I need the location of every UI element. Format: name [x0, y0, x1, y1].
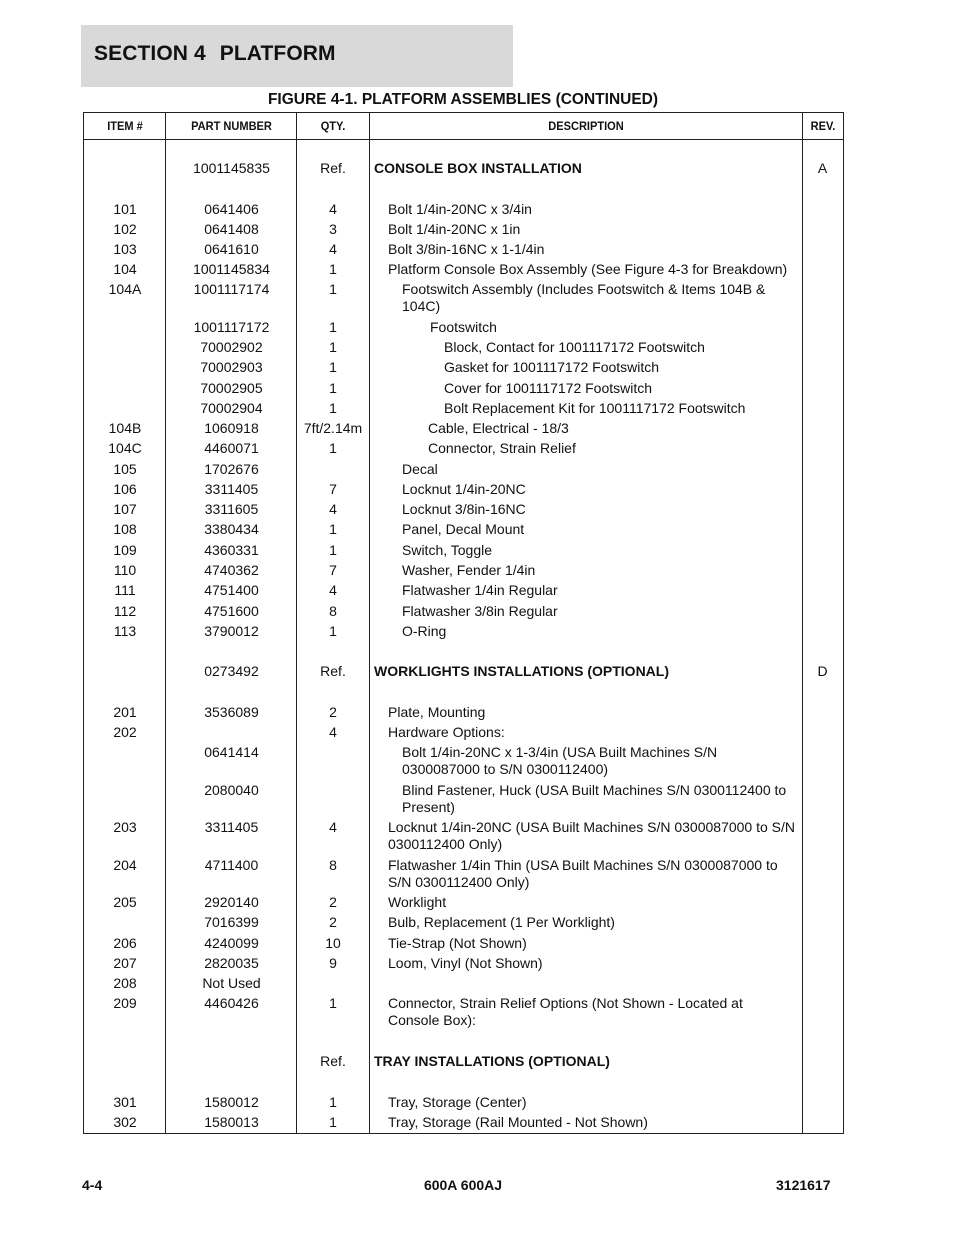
quantity: 4 [329, 241, 337, 257]
part-number: 0641406 [204, 201, 259, 217]
description: Tray, Storage (Rail Mounted - Not Shown) [388, 1114, 648, 1130]
item-number: 101 [113, 201, 137, 217]
description: Cover for 1001117172 Footswitch [444, 380, 653, 396]
quantity: 1 [329, 1114, 337, 1130]
item-number: 104B [108, 420, 142, 436]
part-number: 1580013 [204, 1114, 259, 1130]
quantity: Ref. [320, 160, 346, 176]
quantity: 9 [329, 955, 337, 971]
quantity: 1 [329, 380, 337, 396]
description: WORKLIGHTS INSTALLATIONS (OPTIONAL) [374, 663, 670, 679]
quantity: 4 [329, 501, 337, 517]
quantity: 1 [329, 339, 337, 355]
figure-title: FIGURE 4-1. PLATFORM ASSEMBLIES (CONTINUED) [267, 91, 659, 108]
description: Worklight [388, 894, 447, 910]
quantity: 7 [329, 562, 337, 578]
quantity: 3 [329, 221, 337, 237]
item-number: 201 [113, 704, 137, 720]
part-number: 4751400 [204, 582, 259, 598]
description: Block, Contact for 1001117172 Footswitch [444, 339, 705, 355]
quantity: 4 [329, 582, 337, 598]
part-number: 3311405 [204, 819, 259, 835]
description: O-Ring [402, 623, 447, 639]
item-number: 206 [113, 935, 137, 951]
description: Connector, Strain Relief [428, 440, 576, 456]
description: Switch, Toggle [402, 542, 493, 558]
item-number: 204 [113, 857, 137, 873]
quantity: 8 [329, 857, 337, 873]
part-number: 3311405 [204, 481, 259, 497]
item-number: 207 [113, 955, 137, 971]
part-number: 70002904 [200, 400, 263, 416]
parts-table [83, 112, 844, 1134]
part-number: 1001117174 [193, 281, 270, 297]
quantity: 1 [329, 521, 337, 537]
description: Platform Console Box Assembly (See Figure 4-3 for Breakdown) [388, 261, 788, 277]
item-number: 108 [113, 521, 137, 537]
item-number: 106 [113, 481, 137, 497]
item-number: 112 [113, 603, 137, 619]
item-number: 301 [113, 1094, 137, 1110]
column-divider [802, 113, 803, 1133]
description: Tray, Storage (Center) [388, 1094, 527, 1110]
part-number: 4711400 [204, 857, 259, 873]
quantity: 1 [329, 359, 337, 375]
revision: A [817, 160, 828, 176]
quantity: 1 [329, 400, 337, 416]
part-number: 70002902 [200, 339, 263, 355]
quantity: 4 [329, 819, 337, 835]
description: Flatwasher 1/4in Regular [402, 582, 558, 598]
section-name: PLATFORM [219, 42, 336, 65]
quantity: 2 [329, 914, 337, 930]
item-number: 205 [113, 894, 137, 910]
description: Decal [402, 461, 438, 477]
item-number: 104C [108, 440, 142, 456]
quantity: 1 [329, 623, 337, 639]
part-number: 4751600 [204, 603, 259, 619]
description: Locknut 1/4in-20NC (USA Built Machines S/N 0300087000 to S/N 0300112400 Only) [388, 819, 796, 852]
description: Washer, Fender 1/4in [402, 562, 536, 578]
description: Locknut 1/4in-20NC [402, 481, 526, 497]
item-number: 302 [113, 1114, 137, 1130]
description: Bolt 1/4in-20NC x 1-3/4in (USA Built Machines S/N 0300087000 to S/N 0300112400) [402, 744, 718, 777]
item-number: 107 [113, 501, 137, 517]
part-number: 1060918 [204, 420, 259, 436]
part-number: 1580012 [204, 1094, 259, 1110]
description: Cable, Electrical - 18/3 [428, 420, 569, 436]
description: Panel, Decal Mount [402, 521, 525, 537]
part-number: 70002903 [200, 359, 263, 375]
description: Footswitch Assembly (Includes Footswitch & Items 104B & 104C) [402, 281, 766, 314]
quantity: 4 [329, 201, 337, 217]
quantity: 4 [329, 724, 337, 740]
part-number: 2820035 [204, 955, 259, 971]
part-number: 3380434 [204, 521, 259, 537]
description: Flatwasher 3/8in Regular [402, 603, 558, 619]
quantity: 2 [329, 704, 337, 720]
quantity: Ref. [320, 1053, 346, 1069]
description: Tie-Strap (Not Shown) [388, 935, 527, 951]
part-number: 70002905 [200, 380, 263, 396]
part-number: 0641610 [204, 241, 259, 257]
part-number: 3536089 [204, 704, 259, 720]
item-number: 105 [113, 461, 137, 477]
revision: D [817, 663, 828, 679]
item-number: 203 [113, 819, 137, 835]
column-divider [369, 113, 370, 1133]
description: TRAY INSTALLATIONS (OPTIONAL) [374, 1053, 610, 1069]
part-number: 0641414 [204, 744, 259, 760]
item-number: 111 [114, 582, 136, 598]
part-number: 3790012 [204, 623, 259, 639]
item-number: 102 [113, 221, 137, 237]
part-number: 2920140 [204, 894, 259, 910]
part-number: Not Used [202, 975, 261, 991]
part-number: 3311605 [204, 501, 259, 517]
quantity: 1 [329, 1094, 337, 1110]
description: Footswitch [430, 319, 497, 335]
part-number: 4240099 [204, 935, 259, 951]
part-number: 2080040 [204, 782, 259, 798]
description: Bolt Replacement Kit for 1001117172 Footswitch [444, 400, 746, 416]
quantity: 1 [329, 995, 337, 1011]
item-number: 104A [108, 281, 142, 297]
description: Bolt 1/4in-20NC x 1in [388, 221, 521, 237]
description: Gasket for 1001117172 Footswitch [444, 359, 660, 375]
part-number: 4740362 [204, 562, 259, 578]
part-number: 0273492 [204, 663, 259, 679]
quantity: 1 [329, 440, 337, 456]
quantity: 1 [329, 319, 337, 335]
description: Locknut 3/8in-16NC [402, 501, 526, 517]
item-number: 209 [113, 995, 137, 1011]
description: Flatwasher 1/4in Thin (USA Built Machines S/N 0300087000 to S/N 0300112400 Only) [388, 857, 778, 890]
part-number: 1001145835 [193, 160, 270, 176]
description: Loom, Vinyl (Not Shown) [388, 955, 543, 971]
quantity: 7ft/2.14m [303, 420, 363, 436]
quantity: 1 [329, 281, 337, 297]
description: Plate, Mounting [388, 704, 486, 720]
section-number: SECTION 4 [94, 42, 206, 65]
part-number: 1001117172 [193, 319, 270, 335]
header-divider [84, 139, 843, 140]
part-number: 7016399 [204, 914, 259, 930]
quantity: 10 [325, 935, 341, 951]
quantity: Ref. [320, 663, 346, 679]
item-number: 110 [113, 562, 137, 578]
column-header-part-number: PART NUMBER [191, 119, 272, 133]
quantity: 2 [329, 894, 337, 910]
part-number: 4360331 [204, 542, 259, 558]
quantity: 1 [329, 542, 337, 558]
description: Connector, Strain Relief Options (Not Shown - Located at Console Box): [388, 995, 743, 1028]
quantity: 8 [329, 603, 337, 619]
footer-doc-number: 3121617 [776, 1177, 831, 1193]
footer-model: 600A 600AJ [423, 1177, 503, 1193]
column-header-rev: REV. [810, 119, 836, 133]
part-number: 1001145834 [193, 261, 270, 277]
description: CONSOLE BOX INSTALLATION [374, 160, 582, 176]
quantity: 7 [329, 481, 337, 497]
column-header-description: DESCRIPTION [548, 119, 624, 133]
item-number: 103 [113, 241, 137, 257]
column-header-qty: QTY. [320, 119, 346, 133]
item-number: 104 [113, 261, 137, 277]
item-number: 202 [113, 724, 137, 740]
item-number: 208 [113, 975, 137, 991]
item-number: 113 [113, 623, 137, 639]
part-number: 0641408 [204, 221, 259, 237]
description: Blind Fastener, Huck (USA Built Machines S/N 0300112400 to Present) [402, 782, 787, 815]
description: Bulb, Replacement (1 Per Worklight) [388, 914, 615, 930]
item-number: 109 [113, 542, 137, 558]
part-number: 4460071 [204, 440, 259, 456]
section-title [94, 42, 336, 66]
part-number: 4460426 [204, 995, 259, 1011]
footer-page-number: 4-4 [82, 1177, 103, 1193]
description: Hardware Options: [388, 724, 505, 740]
column-header-item: ITEM # [107, 119, 143, 133]
quantity: 1 [329, 261, 337, 277]
description: Bolt 3/8in-16NC x 1-1/4in [388, 241, 545, 257]
description: Bolt 1/4in-20NC x 3/4in [388, 201, 532, 217]
part-number: 1702676 [204, 461, 259, 477]
